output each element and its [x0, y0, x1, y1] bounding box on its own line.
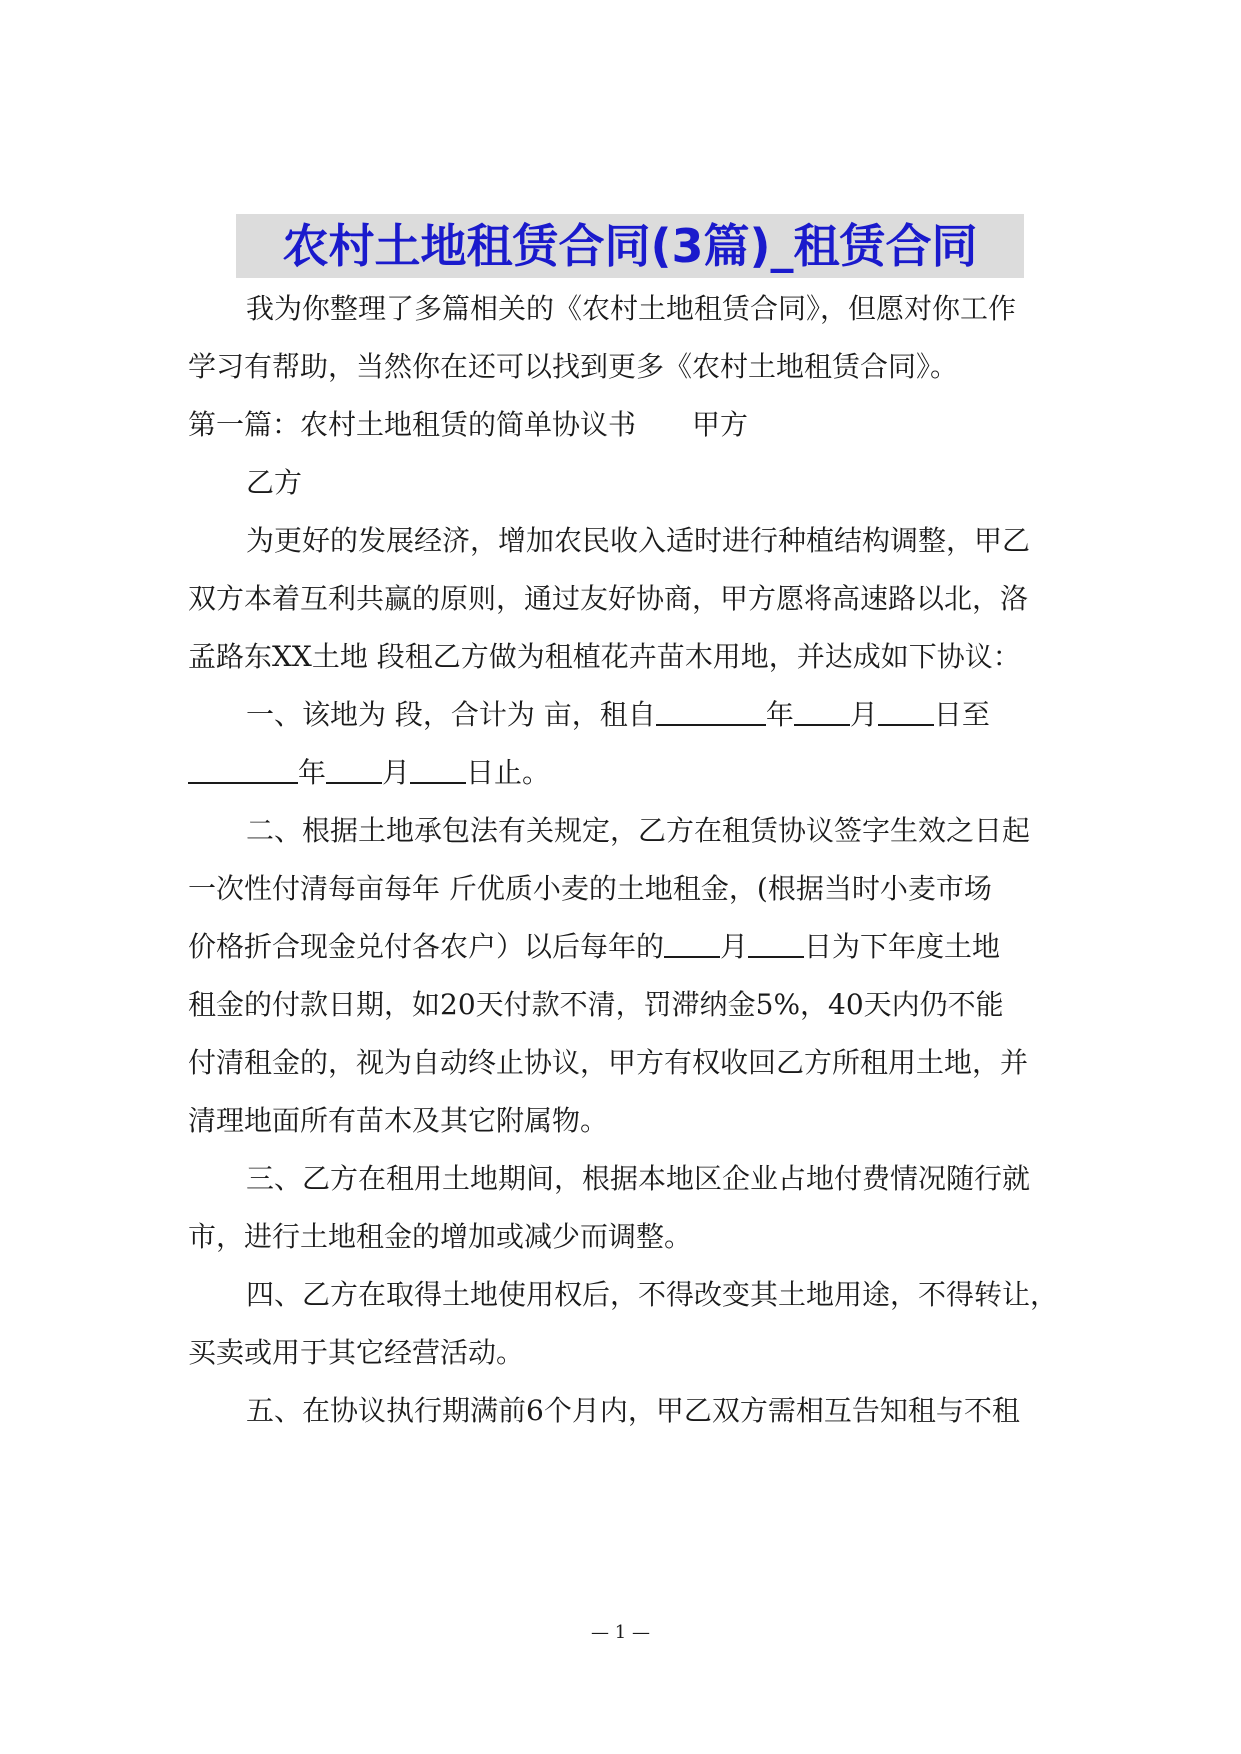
fill-in-blank-day [748, 930, 804, 958]
text-segment: 年 [298, 756, 327, 789]
paragraph-line: 孟路东XX土地 段租乙方做为租植花卉苗木用地，并达成如下协议： [188, 640, 1021, 673]
fill-in-blank-month [664, 930, 720, 958]
text-segment: 日至 [933, 698, 990, 731]
text-segment: 价格折合现金兑付各农户）以后每年的 [188, 930, 665, 963]
paragraph-line-with-blanks [188, 930, 1000, 964]
text-segment: 月 [382, 756, 411, 789]
fill-in-blank-day [878, 698, 934, 726]
text-segment: 日为下年度土地 [804, 930, 1001, 963]
paragraph-line: 租金的付款日期，如20天付款不清，罚滞纳金5%，40天内仍不能 [188, 988, 1004, 1021]
paragraph-line: 我为你整理了多篇相关的《农村土地租赁合同》，但愿对你工作 [246, 292, 1017, 325]
paragraph-line-with-blanks [246, 698, 990, 732]
text-segment: 月 [720, 930, 749, 963]
paragraph-line: 乙方 [246, 466, 303, 499]
paragraph-line-with-blanks [188, 756, 550, 790]
title-highlight [236, 214, 1024, 278]
fill-in-blank-month [794, 698, 850, 726]
paragraph-line: 付清租金的，视为自动终止协议，甲方有权收回乙方所租用土地，并 [188, 1046, 1029, 1079]
section-heading: 第一篇：农村土地租赁的简单协议书 甲方 [188, 408, 749, 441]
paragraph-line: 四、乙方在取得土地使用权后，不得改变其土地用途，不得转让， [246, 1278, 1059, 1311]
fill-in-blank-year [188, 756, 298, 784]
paragraph-line: 一次性付清每亩每年 斤优质小麦的土地租金，(根据当时小麦市场 [188, 872, 992, 905]
paragraph-line: 二、根据土地承包法有关规定，乙方在租赁协议签字生效之日起 [246, 814, 1031, 847]
text-segment: 年 [765, 698, 794, 731]
text-segment: 月 [849, 698, 878, 731]
paragraph-line: 双方本着互利共赢的原则，通过友好协商，甲方愿将高速路以北，洛 [188, 582, 1029, 615]
text-segment: 日止。 [466, 756, 551, 789]
fill-in-blank-year [656, 698, 766, 726]
fill-in-blank-month [326, 756, 382, 784]
document-title: 农村土地租赁合同(3篇)_租赁合同 [282, 219, 978, 273]
fill-in-blank-day [410, 756, 466, 784]
page-number: — 1 — [591, 1622, 650, 1643]
paragraph-line: 买卖或用于其它经营活动。 [188, 1336, 525, 1369]
paragraph-line: 五、在协议执行期满前6个月内，甲乙双方需相互告知租与不租 [246, 1394, 1020, 1427]
paragraph-line: 为更好的发展经济，增加农民收入适时进行种植结构调整，甲乙 [246, 524, 1031, 557]
paragraph-line: 学习有帮助，当然你在还可以找到更多《农村土地租赁合同》。 [188, 350, 959, 383]
paragraph-line: 清理地面所有苗木及其它附属物。 [188, 1104, 609, 1137]
paragraph-line: 三、乙方在租用土地期间，根据本地区企业占地付费情况随行就 [246, 1162, 1031, 1195]
paragraph-line: 市，进行土地租金的增加或减少而调整。 [188, 1220, 693, 1253]
text-segment: 一、该地为 段，合计为 亩，租自 [246, 698, 656, 731]
